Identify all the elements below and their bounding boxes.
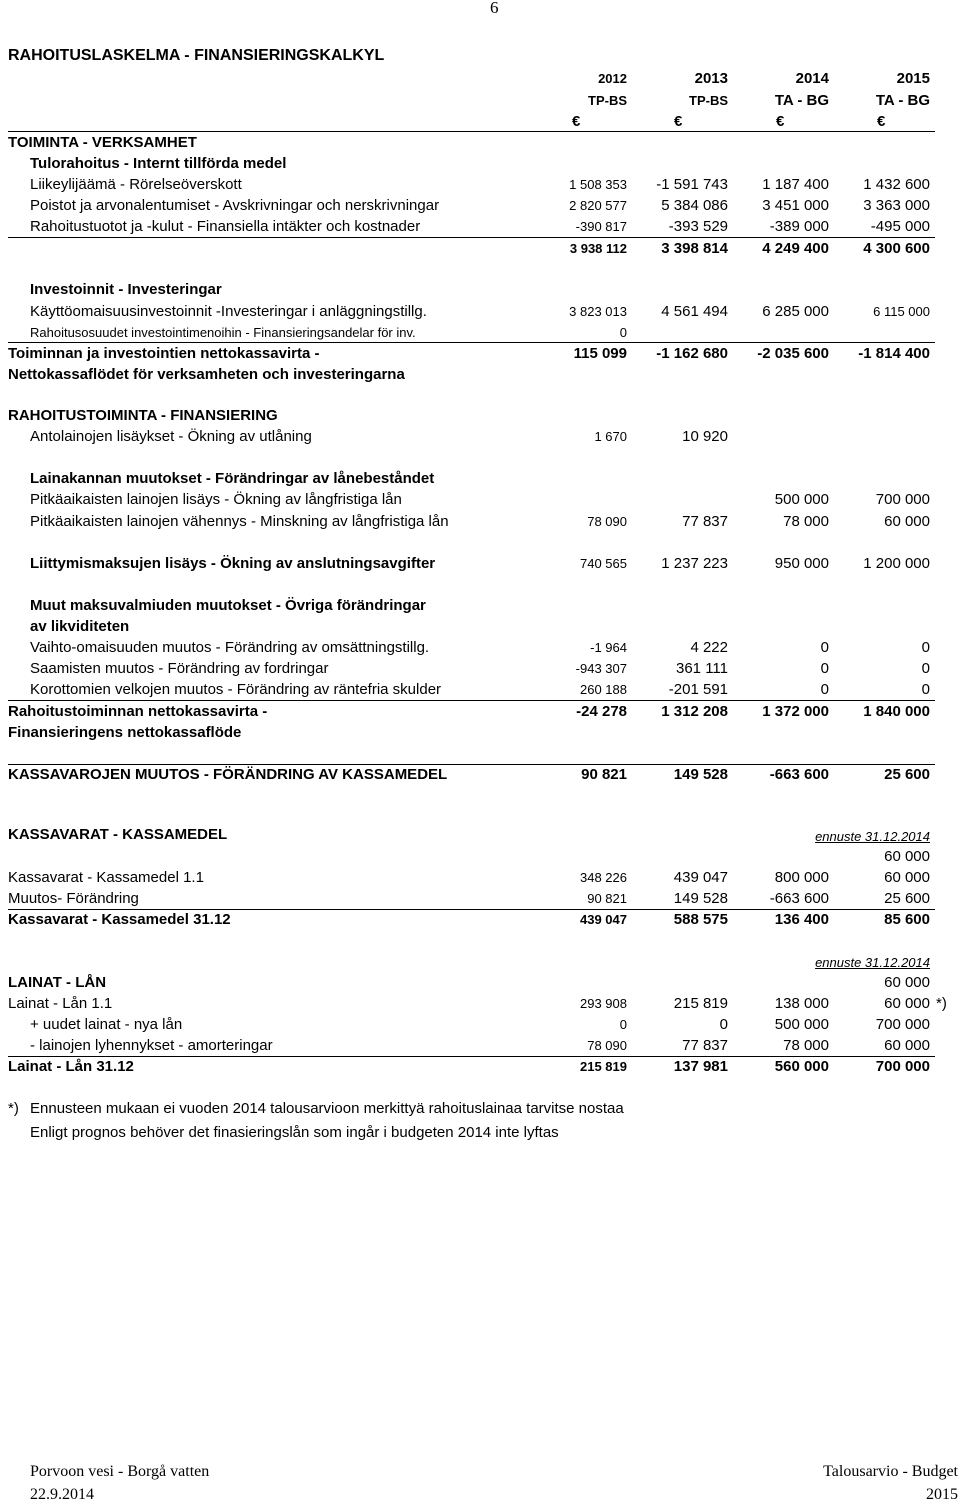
value-cell: 77 837 [682,513,728,530]
total-cell: 25 600 [884,766,930,783]
connection-fees-label: Liittymismaksujen lisäys - Ökning av anslutningsavgifter [30,555,436,572]
col-type-2015: TA - BG [875,92,930,109]
total-cell: 137 981 [673,1058,728,1075]
value-cell: 60 000 [884,869,930,886]
value-cell: 1 200 000 [863,555,930,572]
col-type-2014: TA - BG [774,92,829,109]
cash-total-label: Kassavarat - Kassamedel 31.12 [8,911,231,928]
value-cell: 0 [719,1016,728,1033]
total-cell: 4 249 400 [762,240,829,257]
footnote-line-fi: Ennusteen mukaan ei vuoden 2014 talousarvioon merkittyä rahoituslainaa tarvitse nostaa [30,1100,624,1117]
value-cell: 149 528 [673,890,728,907]
total-cell: 439 047 [580,912,627,927]
value-cell: 60 000 [884,1037,930,1054]
total-cell: 215 819 [580,1059,627,1074]
value-cell: 0 [820,660,829,677]
cash-change-divider [8,764,935,765]
value-cell: -201 591 [668,681,728,698]
col-currency-2014: € [776,113,785,130]
value-cell: 10 920 [682,428,728,445]
col-currency-2012: € [572,113,581,130]
value-cell: 800 000 [774,869,829,886]
value-cell: -393 529 [668,218,728,235]
net-financing-label-fi: Rahoitustoiminnan nettokassavirta - [8,703,268,720]
total-cell: 1 840 000 [863,703,930,720]
value-cell: 0 [921,639,930,656]
cash-forecast-value: 60 000 [884,848,930,865]
total-cell: 136 400 [774,911,829,928]
loans-forecast-label: ennuste 31.12.2014 [815,955,930,970]
footer-organization: Porvoon vesi - Borgå vatten [30,1463,210,1480]
value-cell: 0 [619,325,627,340]
loan-row-label: Pitkäaikaisten lainojen vähennys - Minskning av långfristiga lån [30,513,449,530]
col-year-2012: 2012 [598,71,627,86]
col-type-2012: TP-BS [588,93,627,108]
cash-forecast-label: ennuste 31.12.2014 [815,829,930,844]
financing-divider [8,700,935,701]
loans-forecast-value: 60 000 [884,974,930,991]
lending-label: Antolainojen lisäykset - Ökning av utlåning [30,428,312,445]
value-cell: 700 000 [875,1016,930,1033]
value-cell: 4 222 [690,639,728,656]
value-cell: 740 565 [580,556,627,571]
net-operations-label-fi: Toiminnan ja investointien nettokassavirta - [8,345,320,362]
loans-divider [8,1056,935,1057]
total-cell: -24 278 [576,703,627,720]
value-cell: 439 047 [673,869,728,886]
investments-divider [8,342,935,343]
value-cell: 0 [921,681,930,698]
col-currency-2013: € [674,113,683,130]
page-number: 6 [490,0,499,17]
value-cell: 78 000 [783,513,829,530]
value-cell: 6 115 000 [873,304,930,319]
liquidity-row-label: Korottomien velkojen muutos - Förändring av räntefria skulder [30,681,442,698]
value-cell: 5 384 086 [661,197,728,214]
investments-row-label: Rahoitusosuudet investointimenoihin - Finansieringsandelar för inv. [30,325,416,340]
page-title: RAHOITUSLASKELMA - FINANSIERINGSKALKYL [8,47,385,64]
liquidity-heading: Muut maksuvalmiuden muutokset - Övriga förändringar [30,597,426,614]
value-cell: 6 285 000 [762,303,829,320]
value-cell: 1 670 [594,429,627,444]
total-cell: 700 000 [875,1058,930,1075]
footnote-marker: *) [936,995,947,1012]
value-cell: -389 000 [769,218,829,235]
value-cell: 1 187 400 [762,176,829,193]
value-cell: -1 591 743 [656,176,728,193]
total-cell: -1 814 400 [858,345,930,362]
value-cell: 700 000 [875,491,930,508]
cash-change-label: KASSAVAROJEN MUUTOS - FÖRÄNDRING AV KASSAMEDEL [8,766,448,783]
col-year-2013: 2013 [694,70,728,87]
value-cell: 3 363 000 [863,197,930,214]
cash-heading: KASSAVARAT - KASSAMEDEL [8,826,228,843]
total-cell: -663 600 [769,766,829,783]
total-cell: 3 398 814 [661,240,728,257]
loans-row-label: - lainojen lyhennykset - amorteringar [30,1037,273,1054]
value-cell: 500 000 [774,491,829,508]
value-cell: 293 908 [580,996,627,1011]
investments-row-label: Käyttöomaisuusinvestoinnit -Investeringar i anläggningstillg. [30,303,427,320]
liquidity-row-label: Saamisten muutos - Förändring av fordringar [30,660,329,677]
total-cell: 85 600 [884,911,930,928]
col-type-2013: TP-BS [689,93,728,108]
total-cell: 560 000 [774,1058,829,1075]
value-cell: 78 090 [587,1038,627,1053]
total-cell: -1 162 680 [656,345,728,362]
cash-row-label: Kassavarat - Kassamedel 1.1 [8,869,204,886]
loan-changes-heading: Lainakannan muutokset - Förändringar av lånebeståndet [30,470,435,487]
loans-heading: LAINAT - LÅN [8,974,107,991]
value-cell: 1 237 223 [661,555,728,572]
value-cell: 25 600 [884,890,930,907]
value-cell: 348 226 [580,870,627,885]
loans-row-label: + uudet lainat - nya lån [30,1016,183,1033]
value-cell: 260 188 [580,682,627,697]
total-cell: 588 575 [673,911,728,928]
total-cell: 1 312 208 [661,703,728,720]
value-cell: 1 432 600 [863,176,930,193]
value-cell: 215 819 [673,995,728,1012]
operations-row-label: Liikeylijäämä - Rörelseöverskott [30,176,242,193]
total-cell: 1 372 000 [762,703,829,720]
total-cell: 3 938 112 [569,241,627,256]
liquidity-heading-cont: av likviditeten [30,618,130,635]
loans-row-label: Lainat - Lån 1.1 [8,995,113,1012]
value-cell: 950 000 [774,555,829,572]
liquidity-row-label: Vaihto-omaisuuden muutos - Förändring av omsättningstillg. [30,639,430,656]
footer-date: 22.9.2014 [30,1486,94,1503]
financing-heading: RAHOITUSTOIMINTA - FINANSIERING [8,407,278,424]
value-cell: 2 820 577 [569,198,627,213]
col-currency-2015: € [877,113,886,130]
operations-subheading: Tulorahoitus - Internt tillförda medel [30,155,287,172]
total-cell: 115 099 [573,345,627,362]
value-cell: 77 837 [682,1037,728,1054]
header-divider [8,131,935,132]
value-cell: 1 508 353 [569,177,627,192]
value-cell: 138 000 [774,995,829,1012]
value-cell: -390 817 [575,219,627,234]
value-cell: 500 000 [774,1016,829,1033]
value-cell: 60 000 [884,513,930,530]
value-cell: 0 [921,660,930,677]
footer-document-title: Talousarvio - Budget [823,1463,958,1480]
value-cell: 78 090 [587,514,627,529]
total-cell: 4 300 600 [863,240,930,257]
col-year-2014: 2014 [795,70,829,87]
cash-row-label: Muutos- Förändring [8,890,139,907]
operations-heading: TOIMINTA - VERKSAMHET [8,134,197,151]
cash-divider [8,909,935,910]
net-financing-label-sv: Finansieringens nettokassaflöde [8,724,242,741]
value-cell: 3 451 000 [762,197,829,214]
total-cell: 90 821 [581,766,627,783]
loans-total-label: Lainat - Lån 31.12 [8,1058,134,1075]
value-cell: 0 [820,681,829,698]
value-cell: 4 561 494 [661,303,728,320]
net-operations-label-sv: Nettokassaflödet för verksamheten och investeringarna [8,366,405,383]
value-cell: 90 821 [587,891,627,906]
value-cell: 78 000 [783,1037,829,1054]
footnote-star: *) [8,1100,19,1117]
value-cell: -1 964 [590,640,627,655]
investments-heading: Investoinnit - Investeringar [30,281,222,298]
footer-year: 2015 [926,1486,958,1503]
loan-row-label: Pitkäaikaisten lainojen lisäys - Ökning av långfristiga lån [30,491,402,508]
operations-row-label: Rahoitustuotot ja -kulut - Finansiella intäkter och kostnader [30,218,421,235]
subtotal-divider [8,237,935,238]
value-cell: -495 000 [870,218,930,235]
col-year-2015: 2015 [896,70,930,87]
total-cell: -2 035 600 [757,345,829,362]
value-cell: -663 600 [769,890,829,907]
operations-row-label: Poistot ja arvonalentumiset - Avskrivningar och nerskrivningar [30,197,440,214]
value-cell: 3 823 013 [569,304,627,319]
value-cell: 361 111 [676,660,728,677]
value-cell: 0 [619,1017,627,1032]
footnote-line-sv: Enligt prognos behöver det finasieringslån som ingår i budgeten 2014 inte lyftas [30,1124,559,1141]
total-cell: 149 528 [673,766,728,783]
value-cell: 0 [820,639,829,656]
value-cell: 60 000 [884,995,930,1012]
value-cell: -943 307 [575,661,627,676]
